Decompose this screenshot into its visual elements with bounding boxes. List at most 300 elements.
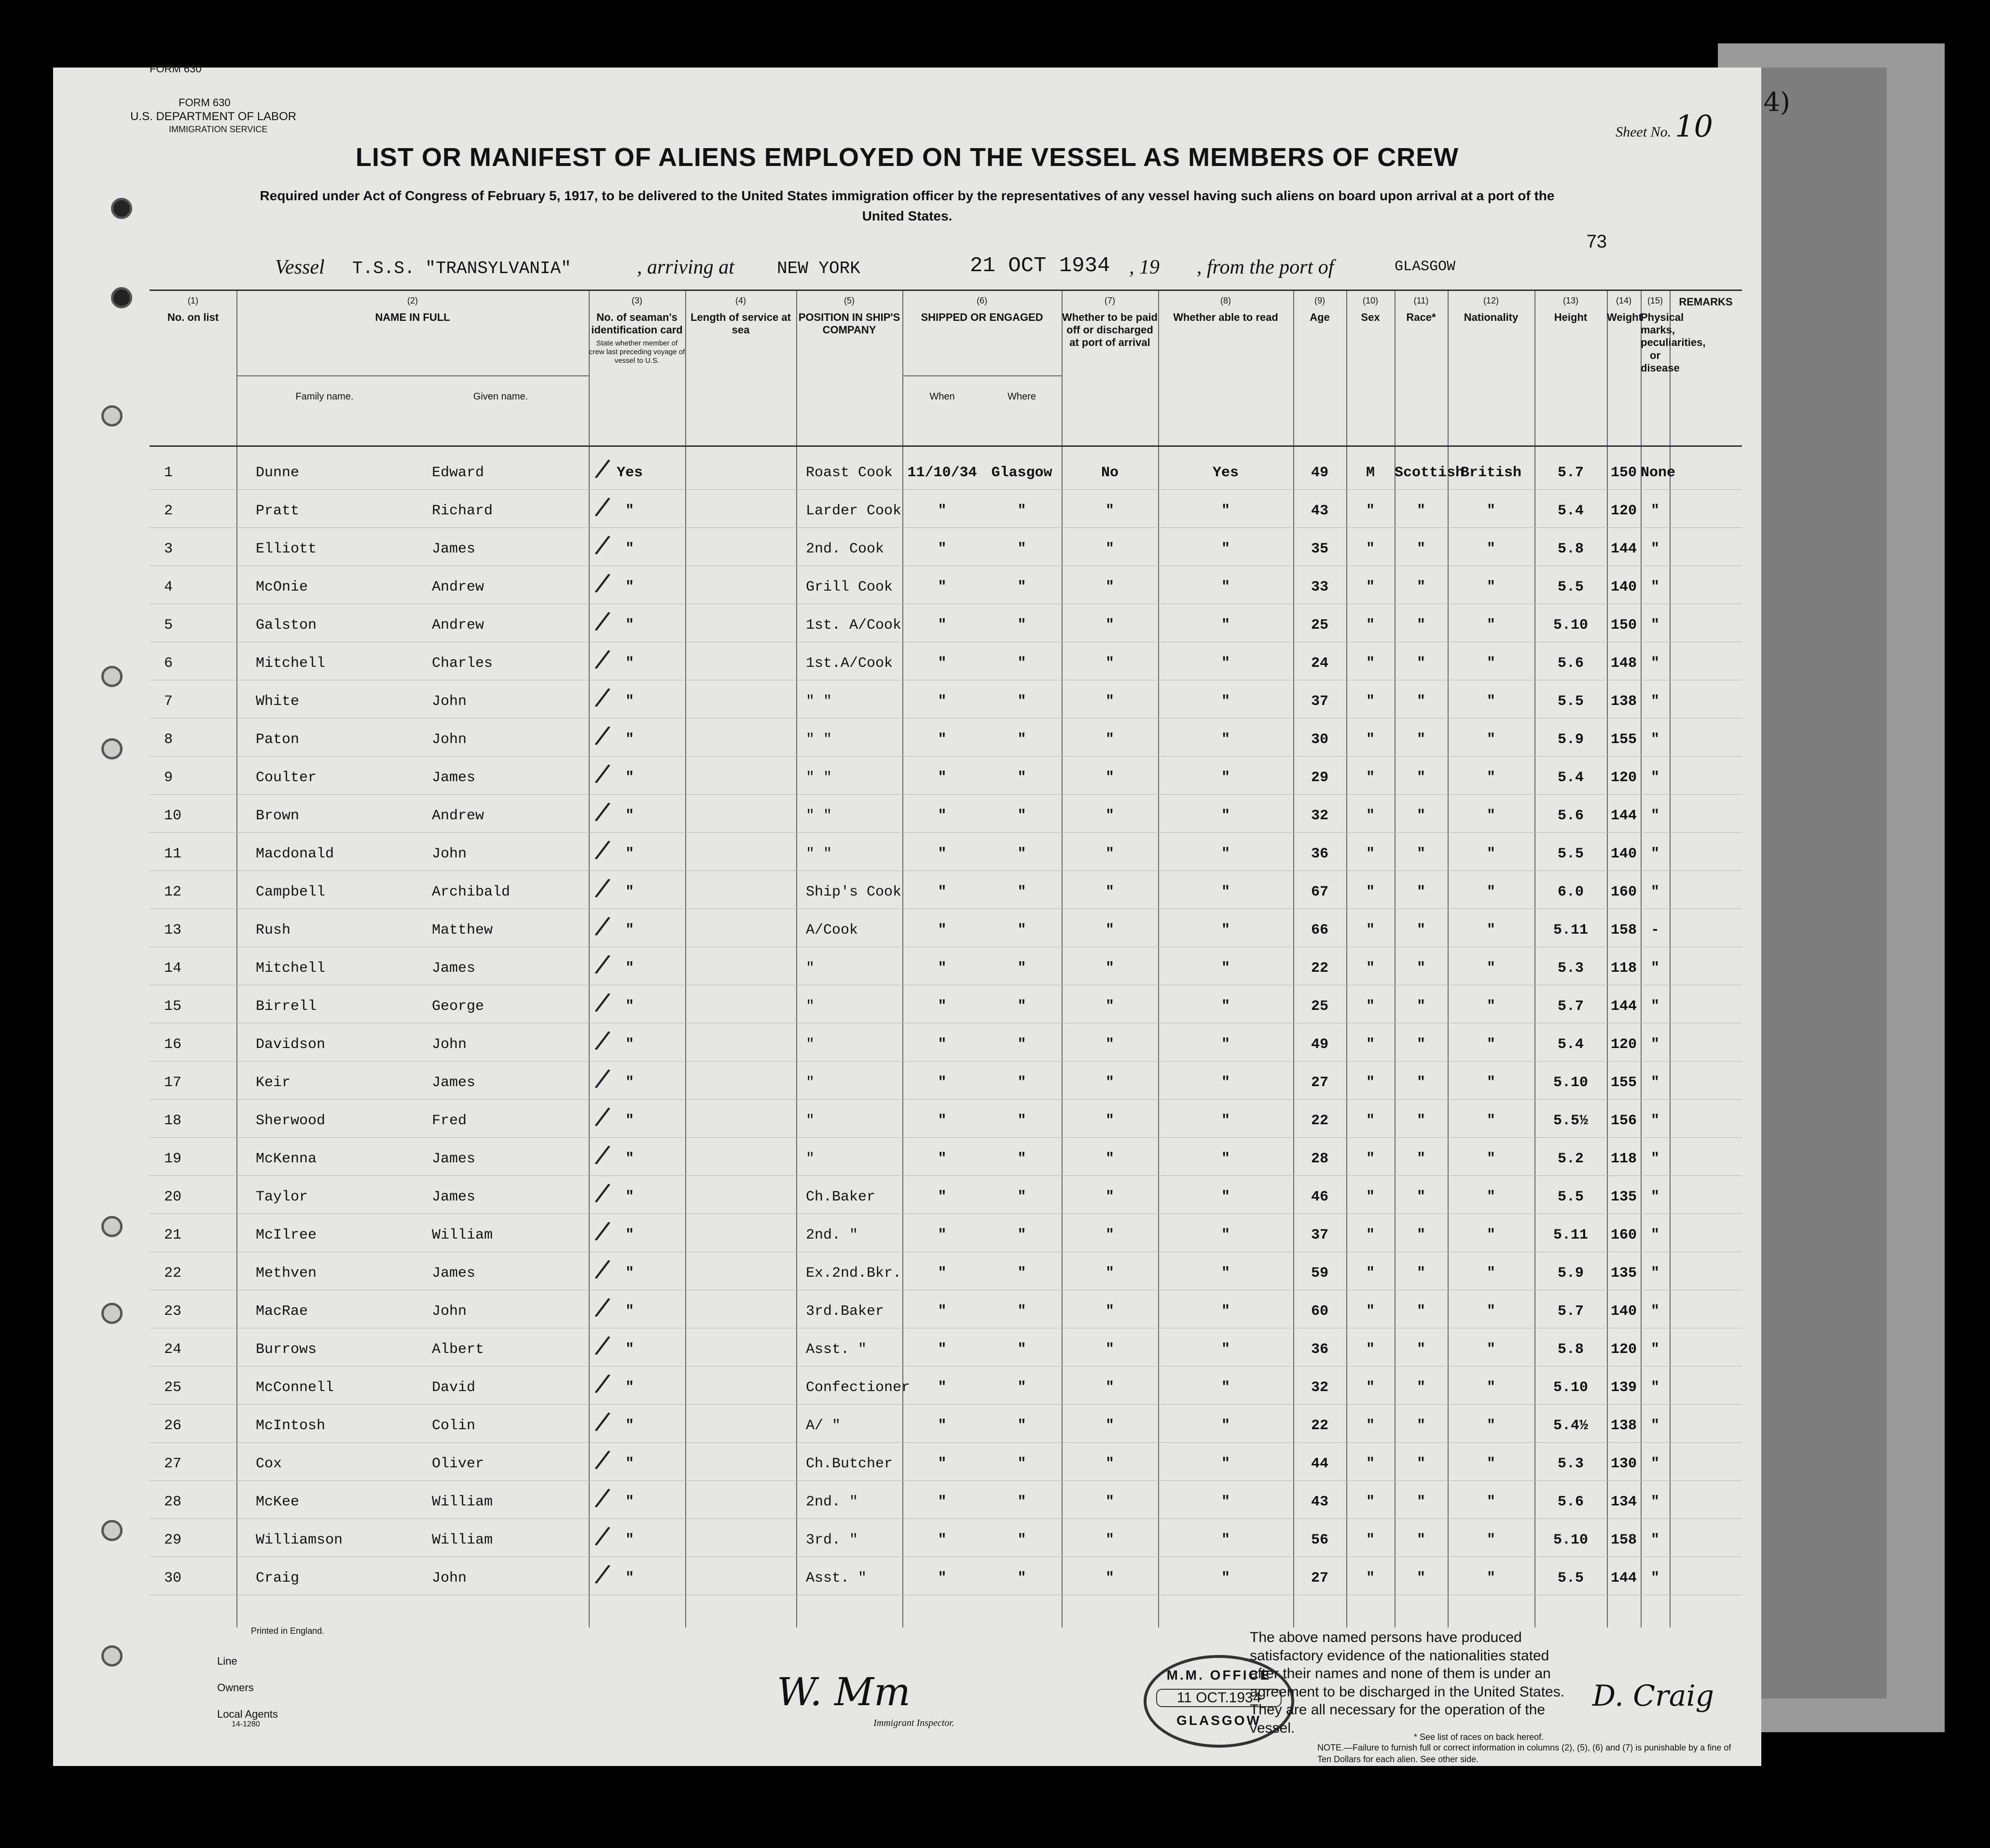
cell-marks: " bbox=[1650, 1151, 1659, 1167]
cell-race: " bbox=[1416, 617, 1425, 634]
header-divider bbox=[150, 445, 1742, 447]
column-subheader: Where bbox=[1008, 391, 1036, 402]
cell-position: Confectioner bbox=[806, 1379, 911, 1396]
cell-sex: " bbox=[1366, 579, 1375, 595]
cell-family: Burrows bbox=[256, 1341, 317, 1358]
cell-prev: " bbox=[625, 1113, 634, 1129]
cell-height: 5.4 bbox=[1557, 770, 1584, 786]
check-mark-icon: / bbox=[593, 795, 612, 827]
cell-family: McOnie bbox=[256, 579, 308, 595]
cell-age: 67 bbox=[1311, 884, 1328, 900]
cell-where: " bbox=[1017, 693, 1026, 710]
cell-sex: " bbox=[1366, 541, 1375, 557]
cell-read: " bbox=[1221, 731, 1230, 748]
cell-family: Campbell bbox=[256, 884, 326, 900]
cell-no: 21 bbox=[164, 1227, 182, 1243]
cell-age: 46 bbox=[1311, 1189, 1328, 1205]
cell-sex: " bbox=[1366, 1341, 1375, 1358]
cell-when: " bbox=[938, 1494, 947, 1510]
cell-height: 5.8 bbox=[1557, 541, 1584, 557]
cell-age: 36 bbox=[1311, 1341, 1328, 1358]
cell-given: James bbox=[432, 770, 476, 786]
cell-where: " bbox=[1017, 922, 1026, 938]
column-label: Nationality bbox=[1464, 311, 1519, 323]
check-mark-icon: / bbox=[593, 1100, 612, 1132]
cell-position: Roast Cook bbox=[806, 465, 893, 481]
cell-no: 20 bbox=[164, 1189, 182, 1205]
cell-age: 29 bbox=[1311, 770, 1328, 786]
cell-paid: " bbox=[1105, 1532, 1114, 1548]
cell-weight: 118 bbox=[1610, 1151, 1637, 1167]
cell-weight: 148 bbox=[1610, 655, 1637, 672]
table-row bbox=[150, 1367, 1742, 1408]
page-subtitle: Required under Act of Congress of February 5, 1917, to be delivered to the United States immigration officer by the representatives of any vessel having such aliens on board upon arrival at a port of the United States. bbox=[260, 188, 1555, 223]
check-mark-icon: / bbox=[593, 605, 612, 637]
cell-read: " bbox=[1221, 693, 1230, 710]
punch-hole bbox=[111, 198, 132, 219]
form-number: FORM 630 bbox=[179, 97, 231, 109]
cell-position: " bbox=[806, 1151, 815, 1167]
cell-paid: " bbox=[1105, 1227, 1114, 1243]
check-mark-icon: / bbox=[593, 1405, 612, 1437]
cell-paid: " bbox=[1105, 770, 1114, 786]
column-header bbox=[150, 291, 236, 445]
header bbox=[53, 63, 1790, 290]
cell-paid: " bbox=[1105, 808, 1114, 824]
cell-no: 11 bbox=[164, 846, 182, 862]
cell-prev: " bbox=[625, 1227, 634, 1243]
cell-position: " " bbox=[806, 846, 832, 862]
cell-where: " bbox=[1017, 1570, 1026, 1586]
column-label: Whether able to read bbox=[1173, 311, 1278, 323]
cell-read: " bbox=[1221, 1303, 1230, 1320]
cell-position: " bbox=[806, 1113, 815, 1129]
column-header bbox=[589, 291, 685, 445]
cell-read: " bbox=[1221, 998, 1230, 1015]
cell-marks: " bbox=[1650, 503, 1659, 519]
cell-weight: 120 bbox=[1610, 503, 1637, 519]
cell-sex: " bbox=[1366, 1570, 1375, 1586]
cell-nationality: " bbox=[1486, 1341, 1495, 1358]
cell-where: " bbox=[1017, 808, 1026, 824]
cell-prev: " bbox=[625, 770, 634, 786]
cell-given: James bbox=[432, 1075, 476, 1091]
column-label: REMARKS bbox=[1679, 296, 1733, 308]
cell-prev: " bbox=[625, 846, 634, 862]
cell-family: Macdonald bbox=[256, 846, 334, 862]
cell-paid: " bbox=[1105, 579, 1114, 595]
cell-given: James bbox=[432, 541, 476, 557]
vessel-line bbox=[270, 241, 1670, 280]
cell-when: 11/10/34 bbox=[907, 465, 977, 481]
cell-family: Brown bbox=[256, 808, 300, 824]
footer bbox=[150, 1626, 1742, 1766]
cell-nationality: " bbox=[1486, 846, 1495, 862]
cell-given: Edward bbox=[432, 465, 484, 481]
cell-weight: 120 bbox=[1610, 1341, 1637, 1358]
cell-sex: " bbox=[1366, 1303, 1375, 1320]
cell-height: 5.4 bbox=[1557, 1036, 1584, 1053]
cell-race: " bbox=[1416, 1227, 1425, 1243]
cell-paid: " bbox=[1105, 1189, 1114, 1205]
cell-sex: " bbox=[1366, 1532, 1375, 1548]
cell-sex: " bbox=[1366, 808, 1375, 824]
cell-position: Grill Cook bbox=[806, 579, 893, 595]
cell-read: " bbox=[1221, 846, 1230, 862]
cell-paid: " bbox=[1105, 884, 1114, 900]
cell-race: " bbox=[1416, 693, 1425, 710]
cell-marks: " bbox=[1650, 1075, 1659, 1091]
cell-position: " bbox=[806, 960, 815, 977]
cell-paid: " bbox=[1105, 1265, 1114, 1282]
table-row bbox=[150, 1443, 1742, 1484]
cell-sex: " bbox=[1366, 1113, 1375, 1129]
cell-when: " bbox=[938, 1036, 947, 1053]
cell-when: " bbox=[938, 655, 947, 672]
check-mark-icon: / bbox=[593, 452, 612, 484]
cell-marks: " bbox=[1650, 731, 1659, 748]
cell-no: 3 bbox=[164, 541, 173, 557]
cell-no: 24 bbox=[164, 1341, 182, 1358]
check-mark-icon: / bbox=[593, 1024, 612, 1056]
cell-marks: " bbox=[1650, 1494, 1659, 1510]
table-row bbox=[150, 681, 1742, 722]
cell-sex: " bbox=[1366, 503, 1375, 519]
column-header bbox=[1534, 291, 1607, 445]
check-mark-icon: / bbox=[593, 833, 612, 866]
cell-nationality: British bbox=[1460, 465, 1522, 481]
cell-weight: 150 bbox=[1610, 465, 1637, 481]
cell-position: 1st. A/Cook bbox=[806, 617, 902, 634]
cell-when: " bbox=[938, 693, 947, 710]
cell-height: 5.6 bbox=[1557, 1494, 1584, 1510]
cell-paid: " bbox=[1105, 1151, 1114, 1167]
cell-family: McKenna bbox=[256, 1151, 317, 1167]
punch-hole bbox=[111, 287, 132, 308]
check-mark-icon: / bbox=[593, 757, 612, 789]
cell-no: 22 bbox=[164, 1265, 182, 1282]
cell-given: Andrew bbox=[432, 617, 484, 634]
cell-where: Glasgow bbox=[991, 465, 1052, 481]
table-row bbox=[150, 490, 1742, 531]
cell-prev: " bbox=[625, 617, 634, 634]
cell-position: 2nd. " bbox=[806, 1227, 858, 1243]
cell-race: Scottish bbox=[1395, 465, 1465, 481]
cell-prev: Yes bbox=[616, 465, 643, 481]
cell-weight: 144 bbox=[1610, 541, 1637, 557]
cell-paid: " bbox=[1105, 1303, 1114, 1320]
cell-prev: " bbox=[625, 541, 634, 557]
cell-height: 5.7 bbox=[1557, 465, 1584, 481]
cell-height: 5.6 bbox=[1557, 655, 1584, 672]
column-header bbox=[1448, 291, 1534, 445]
column-subheader: Family name. bbox=[295, 391, 354, 402]
cell-when: " bbox=[938, 1379, 947, 1396]
cell-race: " bbox=[1416, 1494, 1425, 1510]
cell-prev: " bbox=[625, 808, 634, 824]
check-mark-icon: / bbox=[593, 910, 612, 942]
cell-given: William bbox=[432, 1532, 493, 1548]
cell-prev: " bbox=[625, 655, 634, 672]
cell-marks: None bbox=[1641, 465, 1676, 481]
cell-when: " bbox=[938, 1265, 947, 1282]
cell-height: 5.5 bbox=[1557, 1189, 1584, 1205]
cell-age: 28 bbox=[1311, 1151, 1328, 1167]
cell-age: 43 bbox=[1311, 1494, 1328, 1510]
column-header bbox=[1395, 291, 1448, 445]
cell-nationality: " bbox=[1486, 1303, 1495, 1320]
cell-age: 37 bbox=[1311, 1227, 1328, 1243]
column-number: (11) bbox=[1413, 296, 1429, 305]
cell-where: " bbox=[1017, 884, 1026, 900]
check-mark-icon: / bbox=[593, 1519, 612, 1552]
check-mark-icon: / bbox=[593, 871, 612, 904]
cell-no: 6 bbox=[164, 655, 173, 672]
column-header bbox=[1293, 291, 1346, 445]
cell-sex: " bbox=[1366, 1265, 1375, 1282]
cell-given: Andrew bbox=[432, 808, 484, 824]
cell-age: 25 bbox=[1311, 617, 1328, 634]
cell-weight: 144 bbox=[1610, 998, 1637, 1015]
cell-prev: " bbox=[625, 1151, 634, 1167]
cell-weight: 158 bbox=[1610, 922, 1637, 938]
check-mark-icon: / bbox=[593, 1176, 612, 1209]
cell-family: Taylor bbox=[256, 1189, 308, 1205]
sheet-label: Sheet No. bbox=[1616, 124, 1672, 140]
cell-position: " " bbox=[806, 731, 832, 748]
cell-when: " bbox=[938, 1418, 947, 1434]
cell-no: 25 bbox=[164, 1379, 182, 1396]
column-number: (9) bbox=[1314, 296, 1325, 305]
cell-race: " bbox=[1416, 1151, 1425, 1167]
cell-sex: " bbox=[1366, 922, 1375, 938]
cell-nationality: " bbox=[1486, 579, 1495, 595]
cell-position: Ship's Cook bbox=[806, 884, 902, 900]
cell-given: Albert bbox=[432, 1341, 484, 1358]
cell-height: 5.10 bbox=[1553, 617, 1588, 634]
cell-position: " " bbox=[806, 808, 832, 824]
inspector-signature: W. Mm bbox=[777, 1669, 911, 1714]
cell-family: MacRae bbox=[256, 1303, 308, 1320]
cell-height: 5.10 bbox=[1553, 1379, 1588, 1396]
cell-prev: " bbox=[625, 1265, 634, 1282]
cell-sex: " bbox=[1366, 1075, 1375, 1091]
cell-given: Andrew bbox=[432, 579, 484, 595]
cell-race: " bbox=[1416, 731, 1425, 748]
cell-age: 49 bbox=[1311, 465, 1328, 481]
cell-no: 15 bbox=[164, 998, 182, 1015]
cell-read: " bbox=[1221, 1036, 1230, 1053]
cell-nationality: " bbox=[1486, 1265, 1495, 1282]
table-row bbox=[150, 607, 1742, 646]
cell-age: 44 bbox=[1311, 1456, 1328, 1472]
table-row bbox=[150, 1329, 1742, 1370]
table-row bbox=[150, 452, 1742, 493]
table-row bbox=[150, 1560, 1742, 1599]
cell-no: 18 bbox=[164, 1113, 182, 1129]
cell-where: " bbox=[1017, 1113, 1026, 1129]
cell-given: James bbox=[432, 1189, 476, 1205]
cell-weight: 160 bbox=[1610, 884, 1637, 900]
cell-no: 13 bbox=[164, 922, 182, 938]
cell-position: Larder Cook bbox=[806, 503, 902, 519]
cell-read: " bbox=[1221, 541, 1230, 557]
cell-nationality: " bbox=[1486, 1113, 1495, 1129]
cell-position: A/ " bbox=[806, 1418, 841, 1434]
arrival-port: NEW YORK bbox=[777, 259, 860, 278]
table-row bbox=[150, 1214, 1742, 1255]
cell-no: 4 bbox=[164, 579, 173, 595]
cell-nationality: " bbox=[1486, 655, 1495, 672]
cell-age: 66 bbox=[1311, 922, 1328, 938]
cell-weight: 140 bbox=[1610, 846, 1637, 862]
cell-where: " bbox=[1017, 1227, 1026, 1243]
cell-weight: 156 bbox=[1610, 1113, 1637, 1129]
cell-when: " bbox=[938, 1227, 947, 1243]
column-header bbox=[1062, 291, 1158, 445]
cell-height: 5.5 bbox=[1557, 579, 1584, 595]
cell-family: McKee bbox=[256, 1494, 300, 1510]
owners-label: Owners bbox=[217, 1682, 254, 1694]
cell-when: " bbox=[938, 1151, 947, 1167]
sheet-number-value: 10 bbox=[1675, 109, 1713, 144]
table-row bbox=[150, 719, 1742, 760]
cell-where: " bbox=[1017, 1456, 1026, 1472]
cell-family: Sherwood bbox=[256, 1113, 326, 1129]
cell-height: 5.7 bbox=[1557, 998, 1584, 1015]
cell-position: 3rd. " bbox=[806, 1532, 858, 1548]
cell-marks: " bbox=[1650, 1341, 1659, 1358]
cell-weight: 120 bbox=[1610, 770, 1637, 786]
cell-paid: " bbox=[1105, 1418, 1114, 1434]
penalty-note: NOTE.—Failure to furnish full or correct information in columns (2), (5), (6) and (7) is punishable by a fine of Ten Dollars for each alien. See other side. bbox=[1317, 1743, 1731, 1765]
cell-nationality: " bbox=[1486, 960, 1495, 977]
check-mark-icon: / bbox=[593, 1329, 612, 1361]
cell-height: 5.5 bbox=[1557, 846, 1584, 862]
cell-race: " bbox=[1416, 1265, 1425, 1282]
cell-marks: " bbox=[1650, 1265, 1659, 1282]
cell-race: " bbox=[1416, 884, 1425, 900]
column-label: Sex bbox=[1361, 311, 1380, 323]
column-header bbox=[1158, 291, 1293, 445]
cell-sex: " bbox=[1366, 693, 1375, 710]
column-number: (5) bbox=[844, 296, 855, 305]
cell-weight: 155 bbox=[1610, 1075, 1637, 1091]
cell-paid: " bbox=[1105, 655, 1114, 672]
column-label: Physical marks, peculiarities, or disease bbox=[1641, 311, 1706, 374]
column-subheader: When bbox=[929, 391, 955, 402]
cell-height: 5.9 bbox=[1557, 1265, 1584, 1282]
column-number: (8) bbox=[1220, 296, 1231, 305]
cell-where: " bbox=[1017, 1189, 1026, 1205]
cell-given: James bbox=[432, 1151, 476, 1167]
check-mark-icon: / bbox=[593, 1214, 612, 1247]
cell-height: 5.4 bbox=[1557, 503, 1584, 519]
cell-paid: " bbox=[1105, 1494, 1114, 1510]
cell-family: Paton bbox=[256, 731, 300, 748]
cell-marks: " bbox=[1650, 1227, 1659, 1243]
cell-age: 33 bbox=[1311, 579, 1328, 595]
column-subheader: Given name. bbox=[473, 391, 528, 402]
cell-read: " bbox=[1221, 617, 1230, 634]
cell-age: 27 bbox=[1311, 1075, 1328, 1091]
punch-hole bbox=[101, 405, 123, 427]
cell-weight: 130 bbox=[1610, 1456, 1637, 1472]
from-port-label: , from the port of bbox=[1197, 256, 1334, 278]
cell-prev: " bbox=[625, 1418, 634, 1434]
cell-read: " bbox=[1221, 1456, 1230, 1472]
check-mark-icon: / bbox=[593, 986, 612, 1018]
cell-prev: " bbox=[625, 1570, 634, 1586]
cell-when: " bbox=[938, 617, 947, 634]
cell-when: " bbox=[938, 922, 947, 938]
cell-no: 14 bbox=[164, 960, 182, 977]
cell-no: 17 bbox=[164, 1075, 182, 1091]
table-row bbox=[150, 757, 1742, 798]
cell-given: Colin bbox=[432, 1418, 476, 1434]
cell-no: 8 bbox=[164, 731, 173, 748]
cell-position: Asst. " bbox=[806, 1570, 867, 1586]
cell-age: 60 bbox=[1311, 1303, 1328, 1320]
cell-sex: " bbox=[1366, 1036, 1375, 1053]
cell-nationality: " bbox=[1486, 884, 1495, 900]
cell-no: 26 bbox=[164, 1418, 182, 1434]
column-number: (13) bbox=[1562, 296, 1578, 305]
column-header bbox=[902, 291, 1062, 445]
cell-no: 23 bbox=[164, 1303, 182, 1320]
cell-position: " bbox=[806, 1036, 815, 1053]
cell-height: 5.5 bbox=[1557, 693, 1584, 710]
column-header bbox=[236, 291, 589, 445]
check-mark-icon: / bbox=[593, 1367, 612, 1399]
cell-prev: " bbox=[625, 998, 634, 1015]
cell-when: " bbox=[938, 1189, 947, 1205]
arrival-date-stamp: 21 OCT 1934 bbox=[970, 254, 1110, 278]
cell-position: 2nd. " bbox=[806, 1494, 858, 1510]
cell-age: 22 bbox=[1311, 1113, 1328, 1129]
cell-nationality: " bbox=[1486, 1036, 1495, 1053]
cell-when: " bbox=[938, 1341, 947, 1358]
cell-prev: " bbox=[625, 1341, 634, 1358]
cell-age: 32 bbox=[1311, 808, 1328, 824]
cell-nationality: " bbox=[1486, 503, 1495, 519]
cell-read: " bbox=[1221, 770, 1230, 786]
cell-when: " bbox=[938, 541, 947, 557]
cell-family: White bbox=[256, 693, 300, 710]
cell-prev: " bbox=[625, 579, 634, 595]
cell-when: " bbox=[938, 1075, 947, 1091]
cell-prev: " bbox=[625, 731, 634, 748]
cell-height: 5.11 bbox=[1553, 1227, 1588, 1243]
race-note: * See list of races on back hereof. bbox=[1414, 1732, 1544, 1742]
cell-no: 16 bbox=[164, 1036, 182, 1053]
cell-prev: " bbox=[625, 1532, 634, 1548]
check-mark-icon: / bbox=[593, 1291, 612, 1323]
cell-where: " bbox=[1017, 655, 1026, 672]
cell-height: 5.9 bbox=[1557, 731, 1584, 748]
cell-height: 5.3 bbox=[1557, 1456, 1584, 1472]
cell-paid: " bbox=[1105, 617, 1114, 634]
cell-paid: " bbox=[1105, 846, 1114, 862]
cell-no: 30 bbox=[164, 1570, 182, 1586]
cell-nationality: " bbox=[1486, 1151, 1495, 1167]
column-header bbox=[1346, 291, 1395, 445]
inspector-label: Immigrant Inspector. bbox=[873, 1718, 954, 1728]
cell-when: " bbox=[938, 1532, 947, 1548]
check-mark-icon: / bbox=[593, 1481, 612, 1514]
check-mark-icon: / bbox=[593, 566, 612, 599]
column-number: (10) bbox=[1362, 296, 1378, 305]
